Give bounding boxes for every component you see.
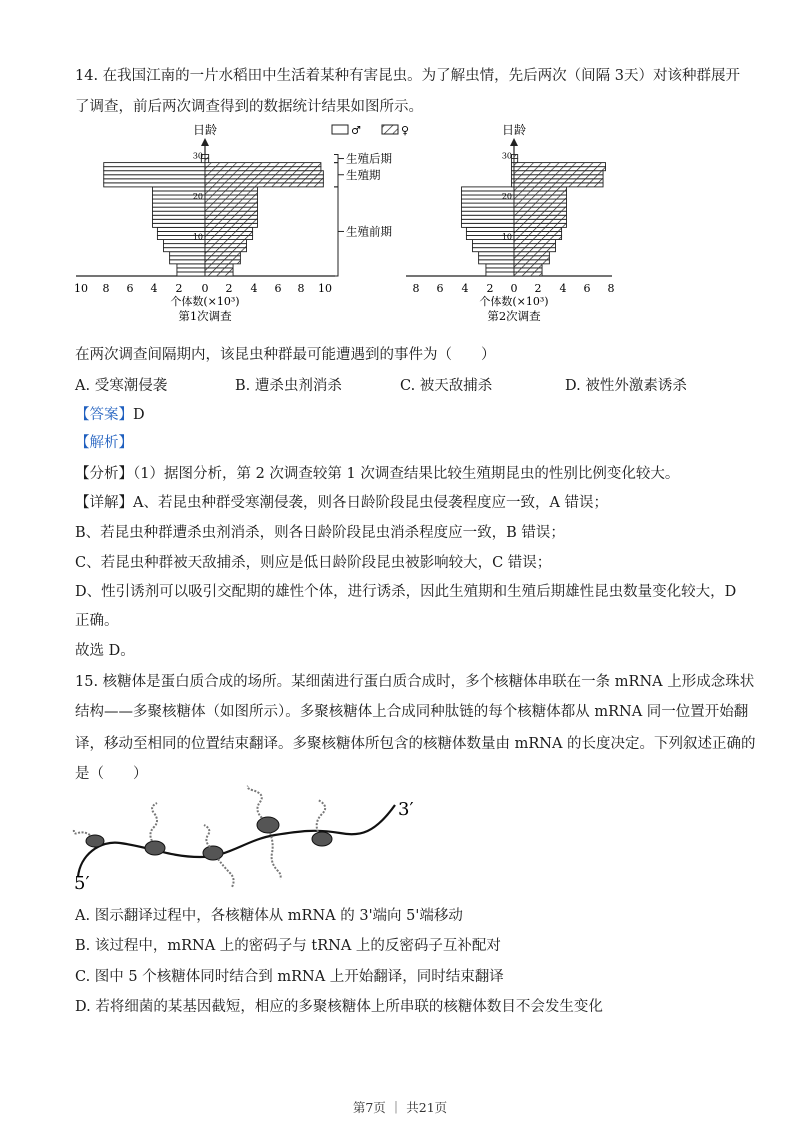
q14-fenxi xyxy=(75,462,679,483)
q14-analysis-tag xyxy=(75,431,133,452)
chart1-x-tick-label: 10 xyxy=(318,282,332,295)
chart1-y-axis-arrow xyxy=(201,138,209,146)
chart1-x-tick-label: 6 xyxy=(274,282,282,295)
chart1-bar-female xyxy=(205,183,323,187)
chart2-bar-male xyxy=(462,207,514,211)
fenxi-tag: 【分析】 xyxy=(75,466,133,482)
chart1-bar-female xyxy=(205,264,233,268)
polyribosome-diagram xyxy=(60,785,440,895)
bracket-post-reproductive xyxy=(334,155,338,163)
chart1-bar-female xyxy=(205,252,240,256)
chart1-bar-male xyxy=(153,219,205,223)
chart2-bar-female xyxy=(514,163,606,167)
chart2-y-tick-label: 20 xyxy=(501,192,512,201)
chart2-bar-female xyxy=(514,252,549,256)
chart1-bar-male xyxy=(153,211,205,215)
chart2-y-tick-label: 10 xyxy=(501,232,512,242)
chart2-bar-female xyxy=(514,155,518,159)
label-3-prime: 3′ xyxy=(398,799,414,820)
chart1-bar-female xyxy=(205,248,246,252)
chart2-bar-female xyxy=(514,207,566,211)
chart1-bar-male xyxy=(177,272,205,276)
chart1-bar-male xyxy=(153,203,205,207)
q14-option-d[interactable]: D. 被性外激素诱杀 xyxy=(565,378,687,394)
q15-option-c[interactable]: C. 图中 5 个核糖体同时结合到 mRNA 上开始翻译，同时结束翻译 xyxy=(75,969,504,985)
chart1-bar-female xyxy=(205,179,323,183)
chart2-bar-female xyxy=(514,215,566,219)
chart2-bar-female xyxy=(514,268,542,272)
chart2-x-tick-label: 8 xyxy=(412,282,420,295)
q14-line-d1: D、性引诱剂可以吸引交配期的雄性个体，进行诱杀，因此生殖期和生殖后期雄性昆虫数量变化较大，D xyxy=(75,584,737,600)
q14-line-b: B、若昆虫种群遭杀虫剂消杀，则各日龄阶段昆虫消杀程度应一致，B 错误； xyxy=(75,525,565,541)
q15-option-b[interactable]: B. 该过程中，mRNA 上的密码子与 tRNA 上的反密码子互补配对 xyxy=(75,938,501,954)
chart1-bar-female xyxy=(205,272,233,276)
answer-tag: 【答案】 xyxy=(75,407,133,423)
stage-label-repro: 生殖期 xyxy=(346,167,381,182)
chart1-bar-male xyxy=(177,268,205,272)
chart2-bar-male xyxy=(479,260,514,264)
chart1-bar-female xyxy=(205,159,209,163)
chart1-bar-female xyxy=(205,227,253,231)
chart2-bar-female xyxy=(514,240,555,244)
population-charts xyxy=(0,112,800,334)
ribosome-4 xyxy=(248,786,281,879)
chart2-x-tick-label: 4 xyxy=(461,282,469,295)
chart2-bar-female xyxy=(514,195,566,199)
chart1-x-tick-label: 8 xyxy=(102,282,110,295)
chart2-bar-female xyxy=(514,187,566,191)
chart2-bar-female xyxy=(514,203,566,207)
chart1-bar-female xyxy=(205,175,323,179)
chart2-bar-male xyxy=(462,211,514,215)
chart1-bar-female xyxy=(205,171,323,175)
stage-label-pre: 生殖前期 xyxy=(346,224,392,239)
chart1-bar-male xyxy=(104,183,205,187)
chart2-bar-female xyxy=(514,175,603,179)
chart2-bar-male xyxy=(462,203,514,207)
label-5-prime: 5′ xyxy=(74,873,90,894)
chart1-bar-female xyxy=(205,236,253,240)
chart2-bar-female xyxy=(514,227,562,231)
ribosome-5 xyxy=(312,800,332,846)
chart2-bar-male xyxy=(479,252,514,256)
stage-label-post: 生殖后期 xyxy=(346,151,392,166)
chart2-bar-female xyxy=(514,223,566,227)
chart1-bar-female xyxy=(205,219,257,223)
chart2-title: 第2次调查 xyxy=(487,309,541,323)
chart2-x-tick-label: 2 xyxy=(534,282,542,295)
q14-answer xyxy=(75,403,145,424)
chart2-bar-female xyxy=(514,248,555,252)
chart1-x-tick-label: 0 xyxy=(201,282,209,295)
fenxi-text: （1）据图分析，第 2 次调查较第 1 次调查结果比较生殖期昆虫的性别比例变化较大。 xyxy=(133,466,680,482)
chart1-x-tick-label: 8 xyxy=(297,282,305,295)
chart1-bar-female xyxy=(205,195,257,199)
q14-conclusion: 故选 D。 xyxy=(75,643,135,659)
chart2-y-tick-label: 30 xyxy=(501,151,512,161)
q15-stem-line1: 15. 核糖体是蛋白质合成的场所。某细菌进行蛋白质合成时，多个核糖体串联在一条 mRNA 上形成念珠状 xyxy=(75,674,755,690)
chart1-bar-female xyxy=(205,191,257,195)
chart1-y-tick-label: 30 xyxy=(192,151,203,161)
chart2-bar-female xyxy=(514,159,518,163)
chart1-bar-female xyxy=(205,199,257,203)
chart2-bar-male xyxy=(486,272,514,276)
chart1-bar-female xyxy=(205,187,257,191)
chart2-bar-male xyxy=(473,244,514,248)
chart1-bar-male xyxy=(104,163,205,167)
q14-stem-line2: 了调查，前后两次调查得到的数据统计结果如图所示。 xyxy=(75,99,423,115)
q14-stem-line1: 14. 在我国江南的一片水稻田中生活着某种有害昆虫。为了解虫情，先后两次（间隔 3天）对该种群展开 xyxy=(75,68,740,84)
chart1-bar-male xyxy=(170,256,205,260)
legend-male-swatch xyxy=(332,125,348,134)
ribosome-2 xyxy=(145,803,165,855)
chart1-x-tick-label: 10 xyxy=(74,282,88,295)
chart1-bar-male xyxy=(153,223,205,227)
chart1-xlabel: 个体数(×10³) xyxy=(170,295,240,308)
q14-question: 在两次调查间隔期内，该昆虫种群最可能遭遇到的事件为（ ） xyxy=(75,347,496,363)
chart2-bar-female xyxy=(514,199,566,203)
legend-female-swatch xyxy=(382,125,398,134)
chart1-bar-female xyxy=(205,231,253,235)
chart1-bar-female xyxy=(205,155,209,159)
chart1-bar-female xyxy=(205,256,240,260)
xiangjie-a: A、若昆虫种群受寒潮侵袭，则各日龄阶段昆虫侵袭程度应一致，A 错误； xyxy=(133,495,609,511)
chart2-bar-female xyxy=(514,256,549,260)
q14-line-c: C、若昆虫种群被天敌捕杀，则应是低日龄阶段昆虫被影响较大，C 错误； xyxy=(75,555,552,571)
mrna-strand xyxy=(78,805,395,877)
bracket-pre-reproductive xyxy=(334,187,338,276)
chart2-bar-female xyxy=(514,236,562,240)
chart1-bar-male xyxy=(153,207,205,211)
ribosome-3 xyxy=(203,825,234,887)
chart2-bar-male xyxy=(462,215,514,219)
chart1-bar-female xyxy=(205,223,257,227)
chart2-bar-female xyxy=(514,179,603,183)
ribosome-1 xyxy=(74,829,104,847)
chart2-bar-male xyxy=(466,227,514,231)
chart2-bar-female xyxy=(514,231,562,235)
q14-option-c[interactable]: C. 被天敌捕杀 xyxy=(400,378,493,394)
xiangjie-tag: 【详解】 xyxy=(75,495,133,511)
chart2-bar-male xyxy=(462,187,514,191)
chart2-bar-female xyxy=(514,264,542,268)
q14-xiangjie xyxy=(75,491,608,512)
q15-stem-line2: 结构——多聚核糖体（如图所示）。多聚核糖体上合成同种肽链的每个核糖体都从 mRNA 同一位置开始翻 xyxy=(75,704,749,720)
chart2-bar-male xyxy=(486,268,514,272)
chart1-bar-male xyxy=(104,167,205,171)
chart2-y-axis-arrow xyxy=(510,138,518,146)
chart2-x-tick-label: 4 xyxy=(559,282,567,295)
chart1-bar-female xyxy=(205,211,257,215)
q15-option-d[interactable]: D. 若将细菌的某基因截短，相应的多聚核糖体上所串联的核糖体数目不会发生变化 xyxy=(75,999,603,1015)
answer-value: D xyxy=(133,407,145,423)
chart1-x-tick-label: 2 xyxy=(175,282,183,295)
chart2-bar-female xyxy=(514,211,566,215)
chart1-bar-female xyxy=(205,260,240,264)
chart1-y-tick-label: 20 xyxy=(192,192,203,201)
q15-stem-line4: 是（ ） xyxy=(75,766,148,782)
chart1-bar-female xyxy=(205,268,233,272)
chart2-x-tick-label: 0 xyxy=(510,282,518,295)
chart2-bar-male xyxy=(462,223,514,227)
chart2-bar-female xyxy=(514,183,603,187)
q15-option-a[interactable]: A. 图示翻译过程中，各核糖体从 mRNA 的 3'端向 5'端移动 xyxy=(75,908,463,924)
chart1-bar-female xyxy=(205,203,257,207)
chart2-bar-female xyxy=(514,171,603,175)
chart1-bar-female xyxy=(205,163,321,167)
chart2-ylabel: 日龄 xyxy=(501,123,527,137)
page-footer: 第7页 ｜ 共21页 xyxy=(352,1100,448,1115)
chart1-bar-female xyxy=(205,244,246,248)
legend-male-label: ♂ xyxy=(351,124,361,137)
chart2-x-tick-label: 8 xyxy=(607,282,615,295)
chart2-bar-female xyxy=(514,167,606,171)
legend-female-label: ♀ xyxy=(401,124,410,137)
bracket-reproductive xyxy=(334,163,338,187)
chart1-title: 第1次调查 xyxy=(178,309,232,323)
chart2-bar-male xyxy=(486,264,514,268)
chart1-bar-male xyxy=(157,227,205,231)
chart2-xlabel: 个体数(×10³) xyxy=(479,295,549,308)
chart1-ylabel: 日龄 xyxy=(192,123,218,137)
chart1-bar-male xyxy=(104,179,205,183)
chart2-bar-male xyxy=(473,248,514,252)
q15-stem-line3: 译，移动至相同的位置结束翻译。多聚核糖体所包含的核糖体数量由 mRNA 的长度决定。下列叙述正确的 xyxy=(75,736,756,752)
chart2-bar-female xyxy=(514,191,566,195)
chart2-x-tick-label: 6 xyxy=(436,282,444,295)
chart1-x-tick-label: 6 xyxy=(126,282,134,295)
q14-line-d2: 正确。 xyxy=(75,613,119,629)
chart1-bar-male xyxy=(170,252,205,256)
chart1-bar-male xyxy=(164,244,205,248)
chart1-bar-female xyxy=(205,207,257,211)
chart1-bar-female xyxy=(205,167,321,171)
chart1-bar-male xyxy=(104,175,205,179)
q14-option-a[interactable]: A. 受寒潮侵袭 xyxy=(75,378,168,394)
chart2-bar-female xyxy=(514,219,566,223)
chart2-x-tick-label: 2 xyxy=(486,282,494,295)
analysis-tag: 【解析】 xyxy=(75,435,133,451)
chart1-bar-male xyxy=(153,215,205,219)
chart1-bar-female xyxy=(205,215,257,219)
chart1-x-tick-label: 4 xyxy=(150,282,158,295)
chart1-x-tick-label: 2 xyxy=(225,282,233,295)
chart1-bar-male xyxy=(153,187,205,191)
q14-option-b[interactable]: B. 遭杀虫剂消杀 xyxy=(235,378,342,394)
chart2-x-tick-label: 6 xyxy=(583,282,591,295)
chart2-bar-female xyxy=(514,244,555,248)
chart1-bar-male xyxy=(177,264,205,268)
chart2-bar-male xyxy=(479,256,514,260)
chart1-bar-male xyxy=(170,260,205,264)
chart2-bar-female xyxy=(514,272,542,276)
chart2-bar-female xyxy=(514,260,549,264)
chart2-bar-male xyxy=(462,219,514,223)
chart1-bar-male xyxy=(164,248,205,252)
chart1-bar-male xyxy=(104,171,205,175)
chart1-x-tick-label: 4 xyxy=(250,282,258,295)
chart1-y-tick-label: 10 xyxy=(192,232,203,242)
chart1-bar-female xyxy=(205,240,246,244)
